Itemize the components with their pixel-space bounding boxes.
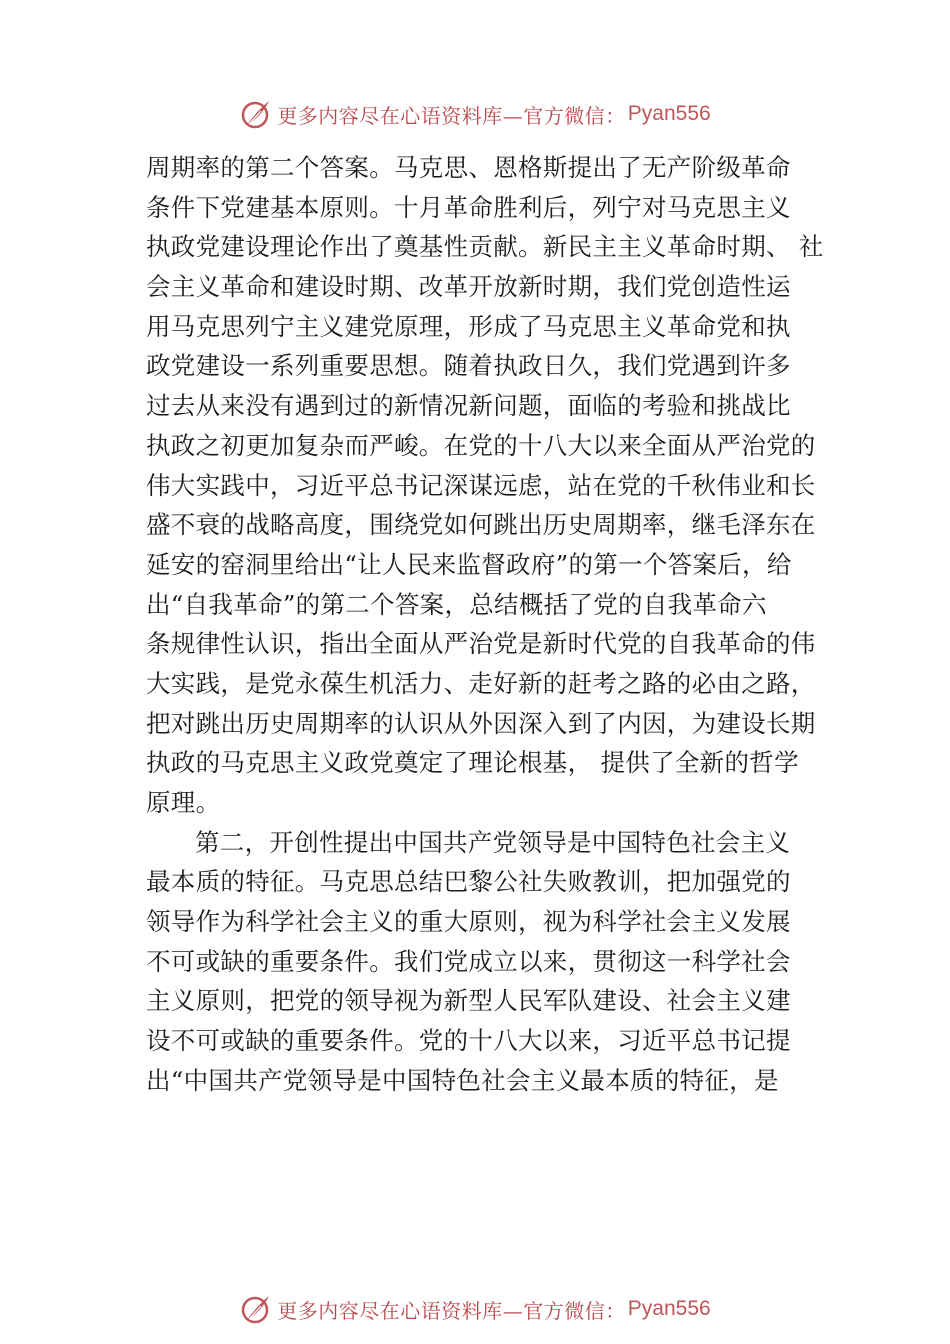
quill-pen-logo-icon	[239, 97, 273, 131]
footer-banner	[0, 1289, 950, 1329]
body-line: 用马克思列宁主义建党原理，形成了马克思主义革命党和执	[146, 311, 791, 341]
body-line: 把对跳出历史周期率的认识从外因深入到了内因，为建设长期	[146, 708, 816, 738]
body-line: 主义原则，把党的领导视为新型人民军队建设、社会主义建	[146, 986, 791, 1016]
body-line: 最本质的特征。马克思总结巴黎公社失败教训，把加强党的	[146, 867, 791, 897]
header-banner-text: 更多内容尽在心语资料库—官方微信：	[277, 103, 626, 128]
document-body	[146, 148, 826, 1101]
body-line: 会主义革命和建设时期、改革开放新时期，我们党创造性运	[146, 272, 791, 302]
paragraph-start-line: 第二，开创性提出中国共产党领导是中国特色社会主义	[195, 827, 791, 857]
footer-wechat-id: Pyan556	[627, 1297, 711, 1320]
footer-banner-text: 更多内容尽在心语资料库—官方微信：	[277, 1298, 626, 1323]
body-line: 执政的马克思主义政党奠定了理论根基， 提供了全新的哲学	[146, 748, 799, 778]
body-line: 条件下党建基本原则。十月革命胜利后，列宁对马克思主义	[146, 192, 791, 222]
body-line: 条规律性认识，指出全面从严治党是新时代党的自我革命的伟	[146, 629, 816, 659]
quill-pen-logo-icon	[239, 1292, 273, 1326]
body-line: 执政党建设理论作出了奠基性贡献。新民主主义革命时期、 社	[146, 232, 824, 262]
body-line: 执政之初更加复杂而严峻。在党的十八大以来全面从严治党的	[146, 430, 816, 460]
header-wechat-id: Pyan556	[627, 102, 711, 125]
body-line: 大实践，是党永葆生机活力、走好新的赶考之路的必由之路，	[146, 668, 816, 698]
body-line: 出“中国共产党领导是中国特色社会主义最本质的特征，是	[146, 1065, 779, 1095]
body-line: 领导作为科学社会主义的重大原则，视为科学社会主义发展	[146, 907, 791, 937]
body-line: 出“自我革命”的第二个答案，总结概括了党的自我革命六	[146, 589, 767, 619]
header-banner	[0, 94, 950, 134]
body-line: 盛不衰的战略高度，围绕党如何跳出历史周期率，继毛泽东在	[146, 510, 816, 540]
body-line: 不可或缺的重要条件。我们党成立以来，贯彻这一科学社会	[146, 946, 791, 976]
body-line: 伟大实践中，习近平总书记深谋远虑，站在党的千秋伟业和长	[146, 470, 816, 500]
body-line: 原理。	[146, 788, 221, 817]
body-line: 设不可或缺的重要条件。党的十八大以来，习近平总书记提	[146, 1026, 791, 1056]
body-line: 延安的窑洞里给出“让人民来监督政府”的第一个答案后，给	[146, 549, 792, 579]
body-line: 周期率的第二个答案。马克思、恩格斯提出了无产阶级革命	[146, 153, 791, 182]
body-line: 政党建设一系列重要思想。随着执政日久，我们党遇到许多	[146, 351, 791, 381]
body-line: 过去从来没有遇到过的新情况新问题，面临的考验和挑战比	[146, 391, 791, 421]
